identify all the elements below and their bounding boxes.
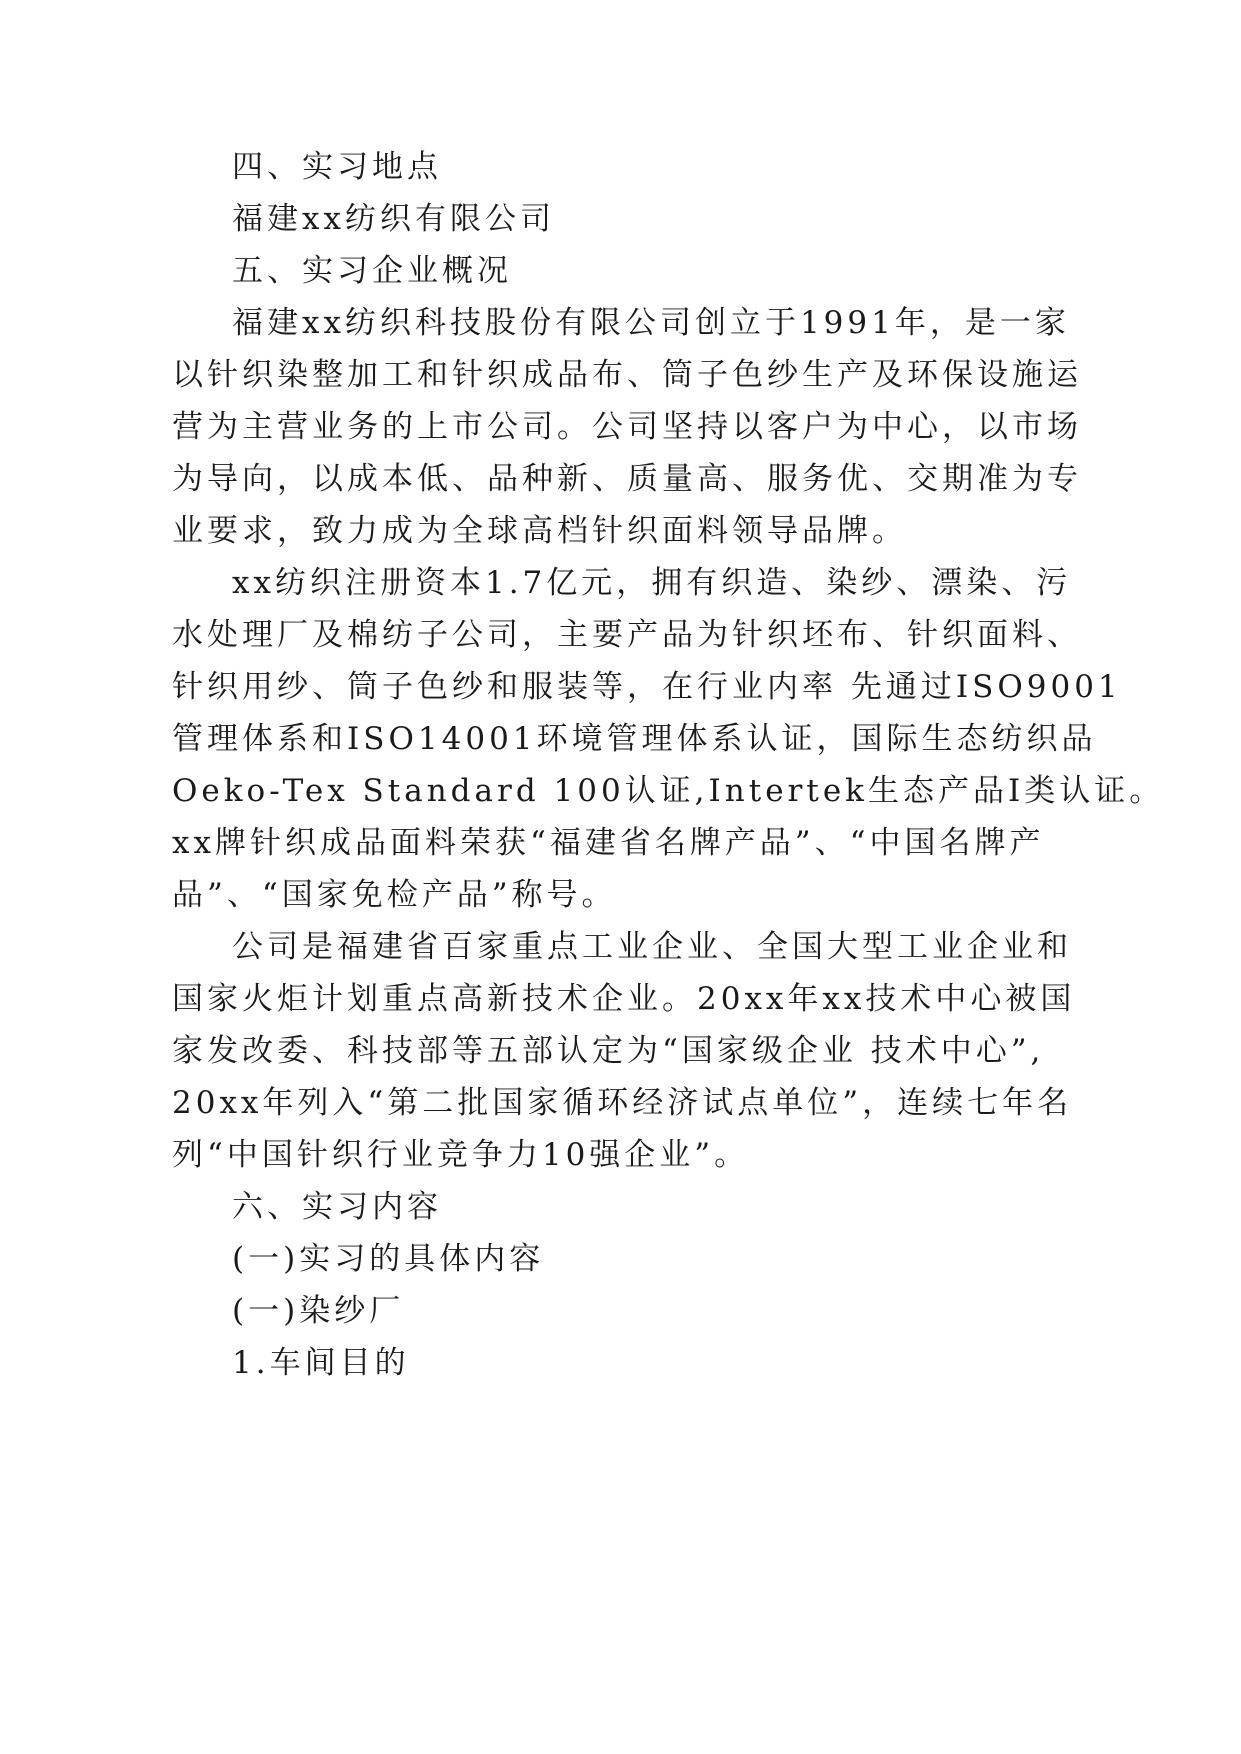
paragraph-line: 列“中国针织行业竞争力10强企业”。: [172, 1137, 750, 1173]
subheading-workshop-purpose: 1.车间目的: [232, 1345, 410, 1381]
section-heading-company-overview: 五、实习企业概况: [232, 253, 512, 289]
subheading-dyeing-plant: (一)染纱厂: [232, 1293, 405, 1329]
paragraph-line: xx牌针织成品面料荣获“福建省名牌产品”、“中国名牌产: [172, 825, 1045, 861]
section-heading-location: 四、实习地点: [232, 149, 442, 185]
paragraph-line: 为导向，以成本低、品种新、质量高、服务优、交期准为专: [172, 461, 1082, 497]
paragraph-line: 以针织染整加工和针织成品布、筒子色纱生产及环保设施运: [172, 357, 1082, 393]
subheading-specific-content: (一)实习的具体内容: [232, 1241, 545, 1277]
paragraph-line: 家发改委、科技部等五部认定为“国家级企业 技术中心”,: [172, 1033, 1045, 1069]
paragraph-line: 针织用纱、筒子色纱和服装等，在行业内率 先通过ISO9001: [172, 669, 1122, 705]
paragraph-line: 营为主营业务的上市公司。公司坚持以客户为中心，以市场: [172, 409, 1082, 445]
paragraph-line: 20xx年列入“第二批国家循环经济试点单位”，连续七年名: [172, 1085, 1073, 1121]
paragraph-line: 业要求，致力成为全球高档针织面料领导品牌。: [172, 513, 907, 549]
paragraph-line: 国家火炬计划重点高新技术企业。20xx年xx技术中心被国: [172, 981, 1076, 1017]
paragraph-line: 管理体系和ISO14001环境管理体系认证，国际生态纺织品: [172, 721, 1097, 757]
paragraph-line: 福建xx纺织科技股份有限公司创立于1991年，是一家: [232, 305, 1070, 341]
paragraph-line: 公司是福建省百家重点工业企业、全国大型工业企业和: [232, 929, 1072, 965]
location-text: 福建xx纺织有限公司: [232, 201, 555, 237]
section-heading-internship-content: 六、实习内容: [232, 1189, 442, 1225]
paragraph-line: Oeko-Tex Standard 100认证,Intertek生态产品Ⅰ类认证。: [172, 773, 1165, 809]
paragraph-line: 品”、“国家免检产品”称号。: [172, 877, 617, 913]
paragraph-line: 水处理厂及棉纺子公司，主要产品为针织坯布、针织面料、: [172, 617, 1082, 653]
paragraph-line: xx纺织注册资本1.7亿元，拥有织造、染纱、漂染、污: [232, 565, 1072, 601]
